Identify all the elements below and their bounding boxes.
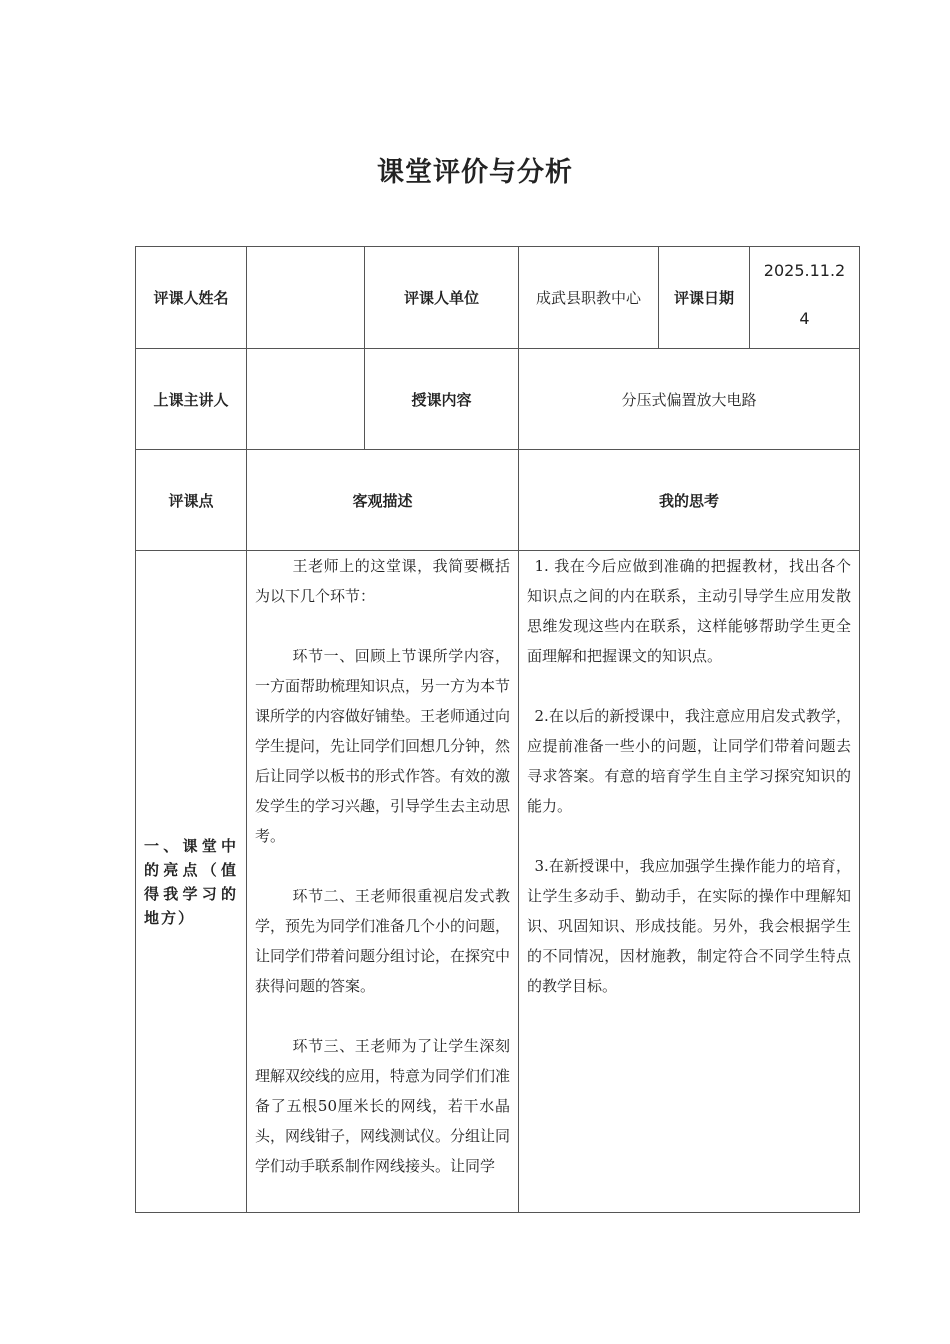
lecturer-label: 上课主讲人 bbox=[136, 349, 247, 450]
objective-paragraph: 环节二、王老师很重视启发式教学，预先为同学们准备几个小的问题，让同学们带着问题分组讨论，在探究中获得问题的答案。 bbox=[255, 887, 510, 995]
thinking-cell bbox=[519, 551, 860, 1213]
col-header-point: 评课点 bbox=[136, 450, 247, 551]
eval-date-label: 评课日期 bbox=[659, 247, 750, 349]
content-value: 分压式偏置放大电路 bbox=[519, 349, 860, 450]
content-label: 授课内容 bbox=[365, 349, 519, 450]
table-row bbox=[136, 247, 860, 349]
thinking-paragraph: 3.在新授课中，我应加强学生操作能力的培育，让学生多动手、勤动手，在实际的操作中理解知识、巩固知识、形成技能。另外，我会根据学生的不同情况，因材施教，制定符合不同学生特点的教学目标。 bbox=[527, 857, 851, 995]
objective-paragraph: 环节三、王老师为了让学生深刻理解双绞线的应用，特意为同学们们准备了五根50厘米长的网线，若干水晶头，网线钳子，网线测试仪。分组让同学们动手联系制作网线接头。让同学 bbox=[255, 1037, 510, 1175]
evaluator-unit-value: 成武县职教中心 bbox=[519, 247, 659, 349]
evaluator-name-value bbox=[247, 247, 365, 349]
evaluator-unit-label: 评课人单位 bbox=[365, 247, 519, 349]
eval-date-value bbox=[750, 247, 860, 349]
col-header-thinking: 我的思考 bbox=[519, 450, 860, 551]
eval-date-text: 2025.11.24 bbox=[763, 261, 846, 328]
col-header-objective: 客观描述 bbox=[247, 450, 519, 551]
table-row bbox=[136, 450, 860, 551]
thinking-paragraph: 1. 我在今后应做到准确的把握教材，找出各个知识点之间的内在联系，主动引导学生应用发散思维发现这些内在联系，这样能够帮助学生更全面理解和把握课文的知识点。 bbox=[527, 557, 851, 665]
table-row bbox=[136, 551, 860, 1213]
section1-label: 一、课堂中的亮点（值得我学习的地方） bbox=[136, 551, 247, 1213]
objective-description-cell bbox=[247, 551, 519, 1213]
objective-paragraph: 王老师上的这堂课，我简要概括为以下几个环节： bbox=[255, 557, 510, 605]
evaluation-table bbox=[135, 246, 860, 1213]
page-title: 课堂评价与分析 bbox=[377, 157, 573, 188]
evaluator-name-label: 评课人姓名 bbox=[136, 247, 247, 349]
thinking-paragraph: 2.在以后的新授课中，我注意应用启发式教学，应提前准备一些小的问题，让同学们带着问题去寻求答案。有意的培育学生自主学习探究知识的能力。 bbox=[527, 707, 851, 815]
lecturer-value bbox=[247, 349, 365, 450]
table-row bbox=[136, 349, 860, 450]
objective-paragraph: 环节一、回顾上节课所学内容，一方面帮助梳理知识点，另一方为本节课所学的内容做好铺垫。王老师通过向学生提问，先让同学们回想几分钟，然后让同学以板书的形式作答。有效的激发学生的学习兴趣，引导学生去主动思考。 bbox=[255, 647, 510, 845]
